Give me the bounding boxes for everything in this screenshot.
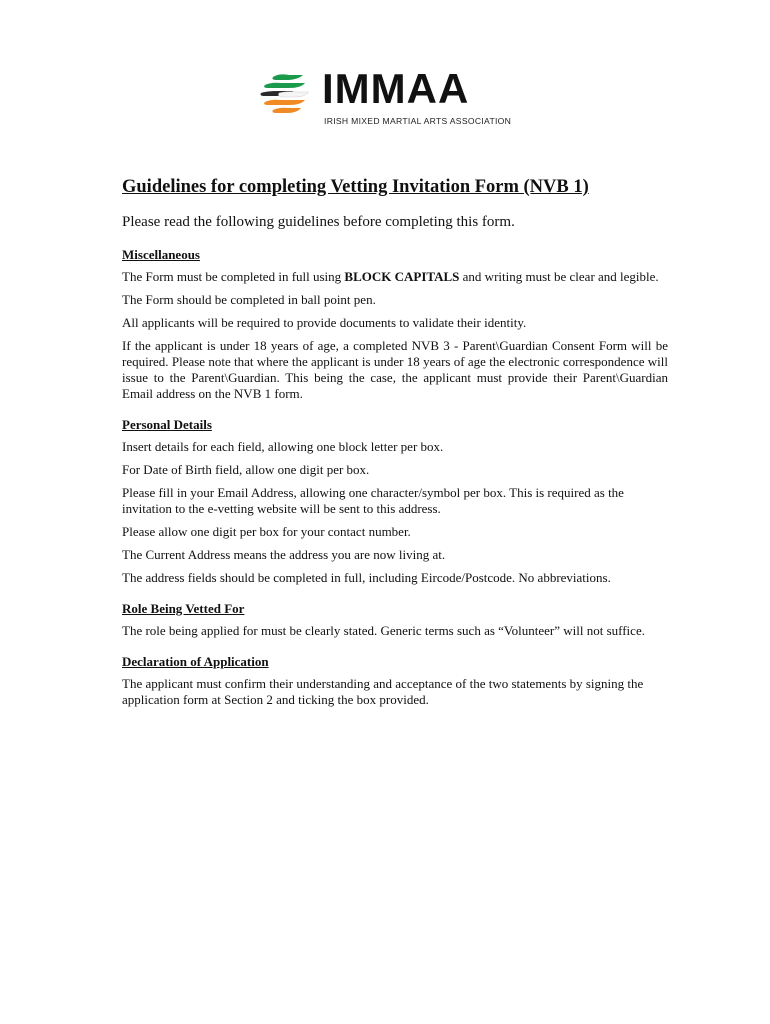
intro-text: Please read the following guidelines before completing this form. — [122, 214, 515, 230]
section-heading: Role Being Vetted For — [122, 601, 245, 616]
paragraph: The Current Address means the address you are now living at. — [122, 547, 446, 562]
paragraph: The address fields should be completed in full, including Eircode/Postcode. No abbreviations. — [122, 570, 611, 585]
paragraph: Please fill in your Email Address, allowing one character/symbol per box. This is required as the invitation to the e-vetting website will be sent to this address. — [122, 485, 624, 516]
paragraph: The applicant must confirm their understanding and acceptance of the two statements by signing the application form at Section 2 and ticking the box provided. — [122, 676, 644, 707]
document-title: Guidelines for completing Vetting Invitation Form (NVB 1) — [122, 177, 589, 197]
section-heading: Personal Details — [122, 417, 212, 432]
paragraph — [122, 269, 668, 285]
document-body — [122, 175, 668, 722]
paragraph-text: and writing must be clear and legible. — [459, 269, 659, 284]
paragraph: The role being applied for must be clearly stated. Generic terms such as “Volunteer” will not suffice. — [122, 623, 645, 638]
block-capitals-text: BLOCK CAPITALS — [344, 269, 460, 284]
section-heading: Declaration of Application — [122, 654, 269, 669]
paragraph: Please allow one digit per box for your contact number. — [122, 524, 411, 539]
paragraph: For Date of Birth field, allow one digit per box. — [122, 462, 370, 477]
section-miscellaneous — [122, 246, 668, 402]
paragraph: If the applicant is under 18 years of age, a completed NVB 3 - Parent\Guardian Consent Form will be required. Please note that where the applicant is under 18 years of age the electronic correspondence will issue to the Parent\Guardian. This being the case, the applicant must provide their Parent\Guardian Email address on the NVB 1 form. — [122, 338, 668, 401]
section-heading: Miscellaneous — [122, 247, 200, 262]
paragraph: The Form should be completed in ball point pen. — [122, 292, 376, 307]
paragraph-text: The Form must be completed in full using — [122, 269, 345, 284]
immaa-logo-mark-icon — [259, 73, 311, 121]
paragraph: Insert details for each field, allowing one block letter per box. — [122, 439, 444, 454]
immaa-logo — [259, 65, 519, 130]
paragraph: All applicants will be required to provide documents to validate their identity. — [122, 315, 527, 330]
logo-wordmark: IMMAA — [322, 65, 470, 112]
section-personal-details — [122, 416, 668, 586]
section-role-being-vetted — [122, 600, 668, 639]
section-declaration — [122, 653, 668, 708]
logo-subtitle: IRISH MIXED MARTIAL ARTS ASSOCIATION — [324, 116, 512, 126]
